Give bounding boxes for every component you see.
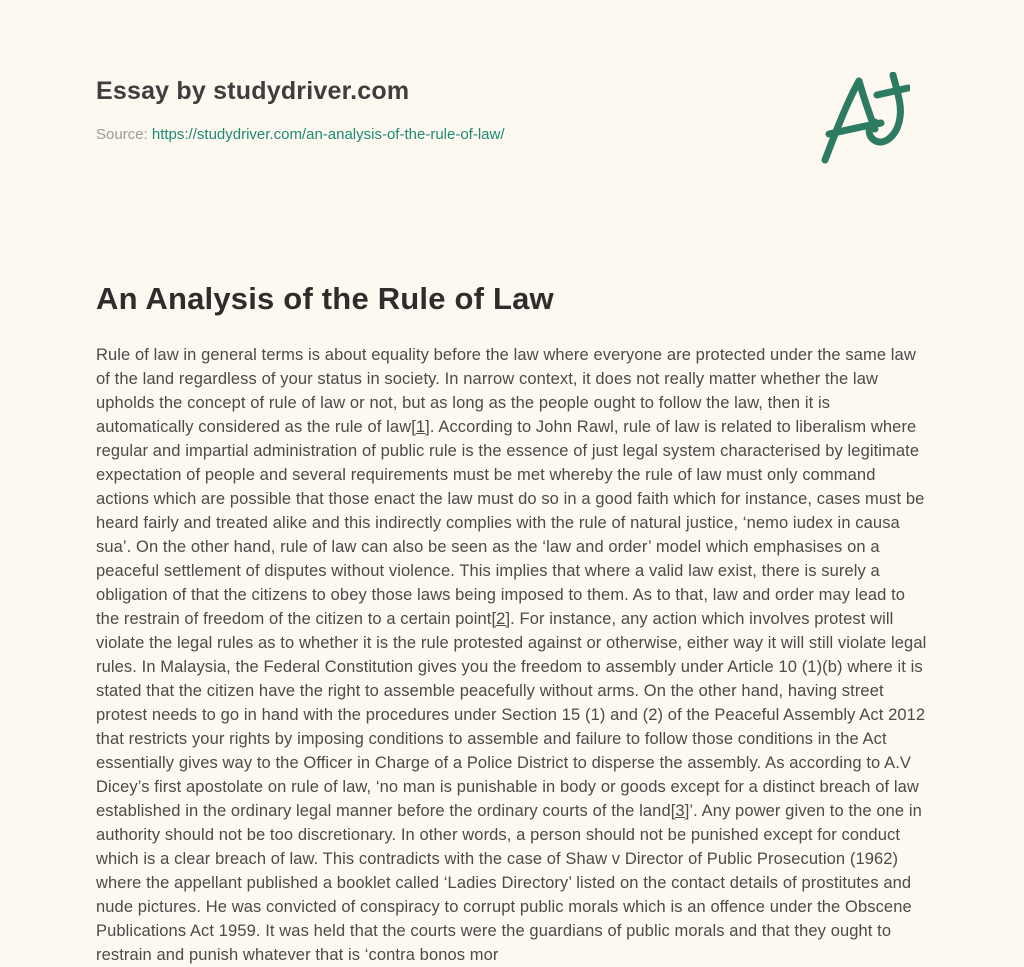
essay-text-segment: Rule of law in general terms is about equality before the law where everyone are protected under the same law of the land regardless of your status in society. In narrow context, it does not really matter whether the law upholds the concept of rule of law or not, but as long as the people ought to follow the law, then it is automatically considered as the rule of law [96, 346, 916, 436]
essay-text-segment: . For instance, any action which involves protest will violate the legal rules as to whether it is the rule protested against or otherwise, either way it will still violate legal rules. In Malaysia, the Federal Constitution gives you the freedom to assembly under Article 10 (1)(b) where it is stated that the citizen have the right to assemble peacefully without arms. On the other hand, having street protest needs to go in hand with the procedures under Section 15 (1) and (2) of the Peaceful Assembly Act 2012 that restricts your rights by imposing conditions to assemble and failure to follow those conditions in the Act essentially gives way to the Officer in Charge of a Police District to disperse the assembly. As according to A.V Dicey’s first apostolate on rule of law, ‘no man is punishable in body or goods except for a distinct breach of law established in the ordinary legal manner before the ordinary courts of the land [96, 610, 927, 820]
essay-paragraph [96, 343, 928, 967]
essay-text-segment: . According to John Rawl, rule of law is related to liberalism where regular and impartial administration of public rule is the essence of just legal system characterised by legitimate expectation of people and several requirements must be met whereby the rule of law must only command actions which are possible that those enact the law must do so in a good faith which for instance, cases must be heard fairly and treated alike and this indirectly complies with the rule of natural justice, ‘nemo iudex in causa sua’. On the other hand, rule of law can also be seen as the ‘law and order’ model which emphasises on a peaceful settlement of disputes without violence. This implies that where a valid law exist, there is surely a obligation of that the citizens to obey those laws being imposed to them. As to that, law and order may lead to the restrain of freedom of the citizen to a certain point [96, 418, 925, 628]
essay-title: An Analysis of the Rule of Law [96, 281, 554, 316]
a-plus-logo-icon [818, 72, 910, 164]
source-label: Source: [96, 126, 148, 143]
header-text-block [96, 78, 505, 144]
page-header [96, 78, 928, 164]
essay-by-heading: Essay by studydriver.com [96, 77, 410, 105]
essay-text-segment: ’. Any power given to the one in authority should not be too discretionary. In other words, a person should not be punished except for conduct which is a clear breach of law. This contradicts with the case of Shaw v Director of Public Prosecution (1962) where the appellant published a booklet called ‘Ladies Directory’ listed on the contact details of prostitutes and nude pictures. He was convicted of conspiracy to corrupt public morals which is an offence under the Obscene Publications Act 1959. It was held that the courts were the guardians of public morals and that they ought to restrain and punish whatever that is ‘contra bonos mor [96, 802, 922, 964]
source-line [96, 126, 505, 144]
footnote-link[interactable]: [1] [411, 418, 430, 436]
footnote-link[interactable]: [3] [670, 802, 690, 820]
footnote-link[interactable]: [2] [491, 610, 511, 628]
source-link[interactable]: https://studydriver.com/an-analysis-of-the-rule-of-law/ [151, 126, 505, 143]
